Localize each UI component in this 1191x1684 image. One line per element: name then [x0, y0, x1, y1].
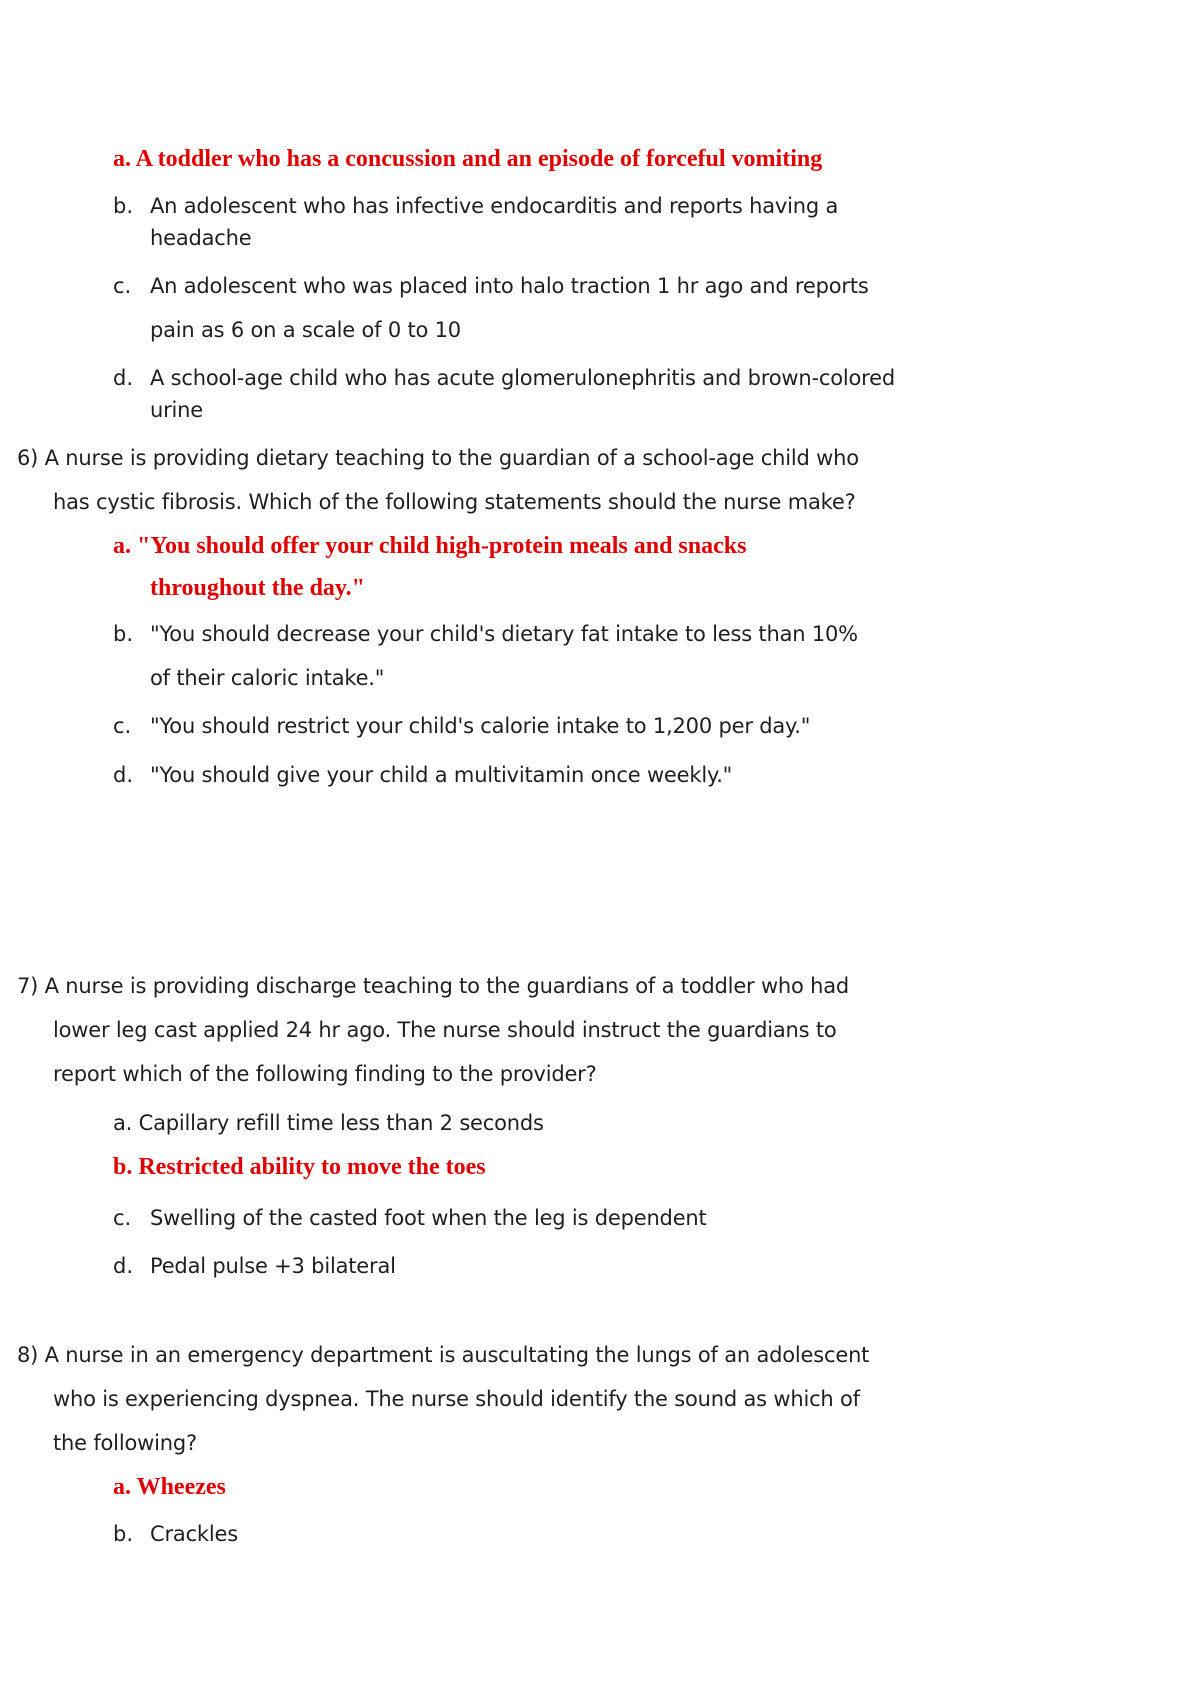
q5-option-d-letter: d. [113, 366, 134, 390]
q7-option-c-letter: c. [113, 1206, 132, 1230]
q8-stem: 8) A nurse in an emergency department is auscultating the lungs of an adolescent [17, 1343, 870, 1367]
q6-option-d-text: "You should give your child a multivitamin once weekly." [150, 763, 733, 787]
q5-option-c-text-cont: pain as 6 on a scale of 0 to 10 [150, 318, 461, 342]
q6-stem-cont: has cystic fibrosis. Which of the following statements should the nurse make? [53, 490, 856, 514]
q5-option-b-letter: b. [113, 194, 134, 218]
q5-option-b-text-cont: headache [150, 226, 252, 250]
q6-option-b-letter: b. [113, 622, 134, 646]
q6-option-c-letter: c. [113, 714, 132, 738]
q6-option-a-correct-cont: throughout the day." [150, 575, 365, 601]
q6-option-b-text: "You should decrease your child's dietary fat intake to less than 10% [150, 622, 858, 646]
q8-option-a-correct: a. Wheezes [113, 1474, 226, 1500]
q5-option-b-text: An adolescent who has infective endocarditis and reports having a [150, 194, 839, 218]
q6-stem: 6) A nurse is providing dietary teaching to the guardian of a school-age child who [17, 446, 859, 470]
q7-stem-cont-1: lower leg cast applied 24 hr ago. The nurse should instruct the guardians to [53, 1018, 837, 1042]
q6-option-b-text-cont: of their caloric intake." [150, 666, 385, 690]
q6-option-a-correct: a. "You should offer your child high-protein meals and snacks [113, 533, 747, 559]
q7-option-b-correct: b. Restricted ability to move the toes [113, 1154, 486, 1180]
q7-option-d-text: Pedal pulse +3 bilateral [150, 1254, 396, 1278]
q6-option-c-text: "You should restrict your child's calorie intake to 1,200 per day." [150, 714, 811, 738]
q8-option-b-letter: b. [113, 1522, 134, 1546]
q8-option-b-text: Crackles [150, 1522, 238, 1546]
q7-option-c-text: Swelling of the casted foot when the leg is dependent [150, 1206, 707, 1230]
q5-option-d-text-cont: urine [150, 398, 204, 422]
q7-stem-cont-2: report which of the following finding to the provider? [53, 1062, 597, 1086]
q6-option-d-letter: d. [113, 763, 134, 787]
q8-stem-cont-2: the following? [53, 1431, 197, 1455]
q7-option-d-letter: d. [113, 1254, 134, 1278]
q7-stem: 7) A nurse is providing discharge teaching to the guardians of a toddler who had [17, 974, 850, 998]
q8-stem-cont-1: who is experiencing dyspnea. The nurse should identify the sound as which of [53, 1387, 860, 1411]
q5-option-d-text: A school-age child who has acute glomerulonephritis and brown-colored [150, 366, 895, 390]
q5-option-c-letter: c. [113, 274, 132, 298]
q5-option-a-correct: a. A toddler who has a concussion and an episode of forceful vomiting [113, 146, 823, 172]
q7-option-a-text: a. Capillary refill time less than 2 seconds [113, 1111, 544, 1135]
q5-option-c-text: An adolescent who was placed into halo traction 1 hr ago and reports [150, 274, 869, 298]
